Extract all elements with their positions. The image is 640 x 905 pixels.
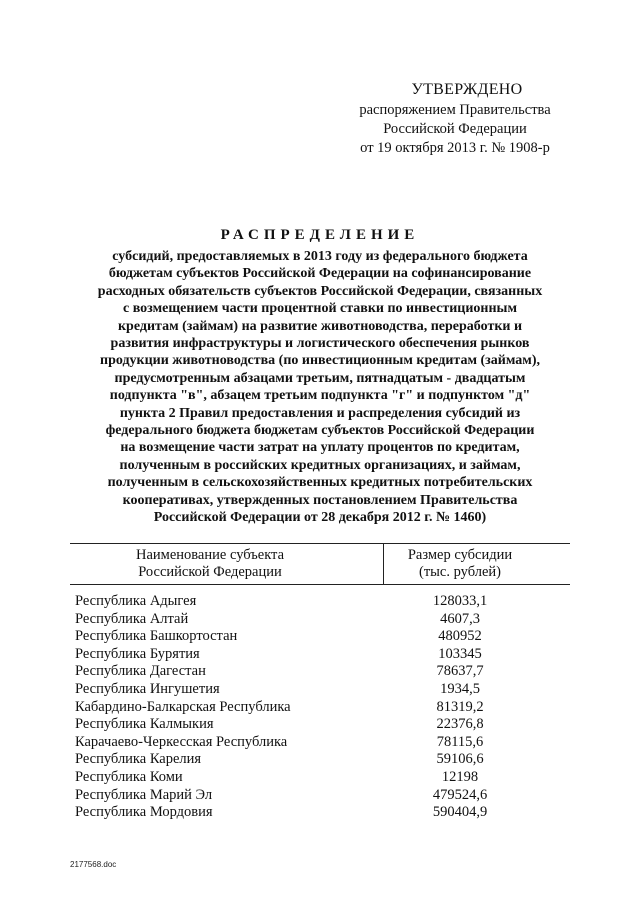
subsidy-amount: 128033,1 [432, 593, 488, 609]
table-row [75, 769, 575, 787]
column-header-region-line-2: Российской Федерации [138, 564, 282, 580]
region-name: Республика Дагестан [75, 663, 206, 680]
region-name: Республика Алтай [75, 610, 189, 627]
subtitle-line: кооперативах, утвержденных постановлением Правительства [122, 492, 518, 508]
approval-line-2: Российской Федерации [383, 121, 527, 137]
subsidy-amount: 22376,8 [436, 716, 484, 733]
table-row [75, 716, 575, 734]
file-reference: 2177568.doc [70, 860, 117, 869]
subsidy-amount: 590404,9 [432, 804, 488, 821]
column-header-region-line-1: Наименование субъекта [135, 547, 285, 563]
document-subtitle [60, 248, 580, 527]
subtitle-line: кредитам (займам) на развитие животноводства, переработки и [117, 318, 523, 334]
subtitle-line: федерального бюджета бюджетам субъектов Российской Федерации [105, 423, 535, 439]
region-name: Республика Адыгея [75, 593, 197, 609]
approval-line-3: от 19 октября 2013 г. № 1908-р [360, 140, 550, 156]
subsidy-amount: 1934,5 [440, 680, 480, 697]
approved-stamp-text: УТВЕРЖДЕНО [411, 81, 523, 98]
table-row [75, 787, 575, 805]
table-row [75, 804, 575, 822]
table-header-rule [70, 584, 570, 585]
table-row [75, 611, 575, 629]
table-top-rule [70, 543, 570, 544]
subsidy-amount: 78115,6 [436, 733, 484, 750]
subtitle-line: Российской Федерации от 28 декабря 2012 г. № 1460) [153, 510, 487, 526]
subsidy-amount: 479524,6 [432, 786, 488, 803]
subsidy-amount: 4607,3 [440, 610, 480, 627]
subsidy-amount: 59106,6 [436, 751, 484, 768]
subsidy-amount: 78637,7 [436, 663, 484, 680]
table-column-divider [383, 543, 384, 584]
subsidy-amount: 81319,2 [436, 698, 484, 715]
subsidy-amount: 103345 [438, 645, 482, 662]
region-name: Республика Калмыкия [75, 716, 214, 733]
subtitle-line: подпункта "в", абзацем третьим подпункта "г" и подпунктом "д" [109, 388, 531, 404]
subsidy-amount: 12198 [441, 768, 479, 785]
table-row [75, 646, 575, 664]
column-header-amount-line-1: Размер субсидии [407, 547, 513, 563]
approval-block [330, 80, 580, 158]
subtitle-line: пункта 2 Правил предоставления и распределения субсидий из [119, 405, 521, 421]
region-name: Республика Башкортостан [75, 628, 238, 645]
region-name: Республика Карелия [75, 751, 202, 768]
table-row [75, 663, 575, 681]
table-row [75, 593, 575, 611]
region-name: Республика Бурятия [75, 645, 200, 662]
subtitle-line: предусмотренным абзацами третьим, пятнадцатым - двадцатым [114, 370, 526, 386]
approval-line-1: распоряжением Правительства [359, 102, 551, 118]
document-heading: РАСПРЕДЕЛЕНИЕ [220, 227, 420, 243]
table-row [75, 734, 575, 752]
subtitle-line: продукции животноводства (по инвестиционным кредитам (займам), [100, 353, 540, 369]
table-row [75, 751, 575, 769]
table-row [75, 628, 575, 646]
table-body [75, 593, 575, 822]
subtitle-line: с возмещением части процентной ставки по инвестиционным [122, 301, 518, 317]
subsidy-amount: 480952 [438, 628, 482, 645]
region-name: Республика Мордовия [75, 804, 213, 821]
region-name: Кабардино-Балкарская Республика [75, 698, 291, 715]
subtitle-line: развития инфраструктуры и логистического обеспечения рынков [110, 336, 530, 352]
subtitle-line: полученным в российских кредитных организациях, и займам, [119, 457, 521, 473]
column-header-amount-line-2: (тыс. рублей) [419, 564, 501, 580]
region-name: Республика Ингушетия [75, 680, 220, 697]
column-header-region [100, 547, 320, 581]
subtitle-line: на возмещение части затрат на уплату процентов по кредитам, [120, 440, 520, 456]
subtitle-line: полученным в сельскохозяйственных кредитных потребительских [107, 475, 533, 491]
subtitle-line: бюджетам субъектов Российской Федерации на софинансирование [108, 266, 532, 282]
region-name: Карачаево-Черкесская Республика [75, 733, 288, 750]
table-row [75, 699, 575, 717]
column-header-amount [390, 547, 530, 581]
region-name: Республика Коми [75, 768, 183, 785]
region-name: Республика Марий Эл [75, 786, 213, 803]
subtitle-line: расходных обязательств субъектов Российской Федерации, связанных [97, 283, 543, 299]
table-row [75, 681, 575, 699]
subtitle-line: субсидий, предоставляемых в 2013 году из федерального бюджета [112, 249, 528, 264]
